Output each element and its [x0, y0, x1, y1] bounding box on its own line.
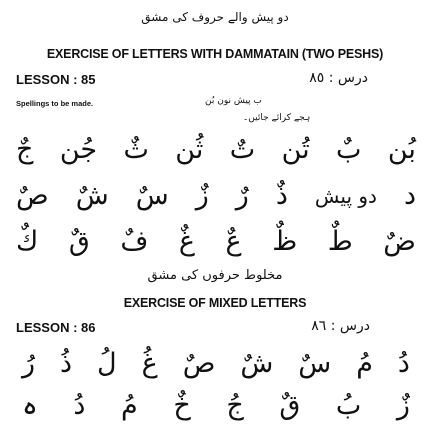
letter: د — [403, 180, 416, 211]
letter: ضٌ — [383, 226, 416, 257]
letter: دُ — [397, 348, 410, 379]
letter: عٌ — [225, 226, 242, 257]
letter: بٌ — [336, 134, 362, 165]
letter: مُ — [356, 348, 373, 379]
letter: جُن — [59, 134, 98, 165]
section2-urdu-title: مخلوط حرفوں کی مشق — [147, 268, 283, 283]
letter: بُ — [335, 390, 362, 421]
letter: تُن — [281, 134, 310, 165]
letter: ظٌ — [272, 226, 298, 257]
letter: سٌ — [135, 180, 169, 211]
letters-row-3 — [16, 228, 416, 255]
spellings-note: Spellings to be made. — [16, 99, 94, 108]
lesson-85-urdu-label: درس : ٨٥ — [309, 70, 368, 86]
letter: غٌ — [178, 226, 195, 257]
letter: فٌ — [120, 226, 149, 257]
letter: صٌ — [16, 180, 49, 211]
section1-english-title: EXERCISE OF LETTERS WITH DAMMATAIN (TWO PESHS) — [46, 47, 384, 61]
letter: خٌ — [173, 390, 191, 421]
section2-english-title: EXERCISE OF MIXED LETTERS — [123, 296, 307, 310]
letter: بُن — [387, 134, 416, 165]
lesson-85-label: LESSON : 85 — [16, 72, 96, 87]
letter: تٌ — [229, 134, 256, 165]
section1-urdu-title: دو پیش والے حروف کی مشق — [141, 10, 289, 24]
lesson-86-label: LESSON : 86 — [16, 320, 96, 335]
letter: ثُن — [175, 134, 204, 165]
letter: قٌ — [279, 390, 301, 421]
letter: رٌ — [235, 180, 249, 211]
spelling-instruction-urdu: ہجے کرائے جائیں۔ — [243, 113, 311, 123]
letter: زٌ — [195, 180, 209, 211]
letter: جُ — [226, 390, 244, 421]
letters-row-1 — [16, 136, 416, 163]
letter: غُ — [141, 348, 158, 379]
letter: ہ — [22, 390, 38, 421]
letter: رُ — [22, 348, 36, 379]
letter: قٌ — [68, 226, 90, 257]
mixed-letters-row-2 — [22, 392, 410, 419]
letters-row-2 — [16, 182, 416, 209]
letter: مُ — [121, 390, 138, 421]
letter-label: دو پیش — [314, 183, 377, 208]
letter: شٌ — [240, 348, 274, 379]
mixed-letters-row-1 — [22, 350, 410, 377]
letter: لُ — [97, 348, 117, 379]
letter: ثٌ — [123, 134, 149, 165]
letter: كٌ — [16, 226, 39, 257]
lesson-86-urdu-label: درس : ٨٦ — [311, 318, 370, 334]
letter: سٌ — [298, 348, 332, 379]
letter: زٌ — [396, 390, 410, 421]
letter: ذُ — [60, 348, 73, 379]
letter: دُ — [73, 390, 86, 421]
letter: شٌ — [75, 180, 109, 211]
spelling-example-urdu: ب پیش نون بُن — [205, 96, 262, 106]
letter: طٌ — [327, 226, 353, 257]
letter: ذٌ — [275, 180, 288, 211]
letter: جٌ — [16, 134, 34, 165]
letter: صٌ — [182, 348, 216, 379]
